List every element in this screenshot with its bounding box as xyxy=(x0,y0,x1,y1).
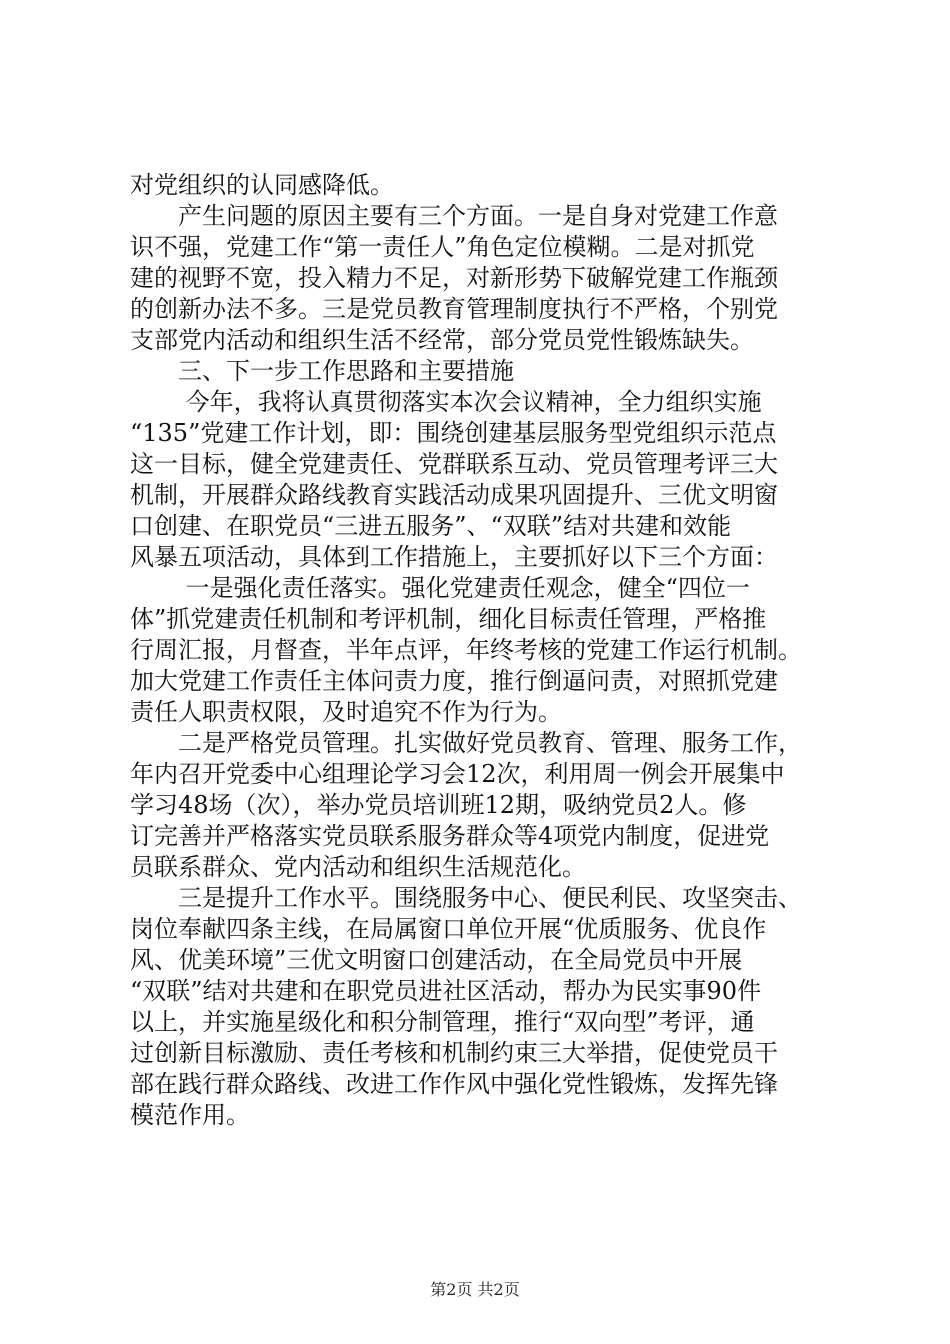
text-line: 这一目标，健全党建责任、党群联系互动、党员管理考评三大 xyxy=(130,450,778,478)
text-line: 风暴五项活动，具体到工作措施上，主要抓好以下三个方面： xyxy=(130,543,778,571)
text-line: 年内召开党委中心组理论学习会12次，利用周一例会开展集中 xyxy=(130,760,785,788)
page-footer: 第2页 共2页 xyxy=(430,1280,520,1299)
text-line: 三、下一步工作思路和主要措施 xyxy=(130,357,514,385)
text-line: 模范作用。 xyxy=(130,1101,250,1129)
text-line: 订完善并严格落实党员联系服务群众等4项党内制度，促进党 xyxy=(130,822,770,850)
text-line: 对党组织的认同感降低。 xyxy=(130,171,394,199)
text-line: 部在践行群众路线、改进工作作风中强化党性锻炼，发挥先锋 xyxy=(130,1070,778,1098)
text-line: 产生问题的原因主要有三个方面。一是自身对党建工作意 xyxy=(130,202,778,230)
text-line: “双联”结对共建和在职党员进社区活动，帮办为民实事90件 xyxy=(130,977,762,1005)
body-text xyxy=(130,170,830,1131)
text-line: 员联系群众、党内活动和组织生活规范化。 xyxy=(130,853,586,881)
text-line: 建的视野不宽，投入精力不足，对新形势下破解党建工作瓶颈 xyxy=(130,264,778,292)
text-line: 三是提升工作水平。围绕服务中心、便民利民、攻坚突击、 xyxy=(130,884,802,912)
text-line: 体”抓党建责任机制和考评机制，细化目标责任管理，严格推 xyxy=(130,605,767,633)
text-line: 风、优美环境”三优文明窗口创建活动，在全局党员中开展 xyxy=(130,946,743,974)
text-line: 责任人职责权限，及时追究不作为行为。 xyxy=(130,698,562,726)
text-line: 行周汇报，月督查，半年点评，年终考核的党建工作运行机制。 xyxy=(130,636,802,664)
text-line: 一是强化责任落实。强化党建责任观念，健全“四位一 xyxy=(130,574,750,602)
text-line: 口创建、在职党员“三进五服务”、“双联”结对共建和效能 xyxy=(130,512,732,540)
text-line: “135”党建工作计划，即：围绕创建基层服务型党组织示范点 xyxy=(130,419,777,447)
text-line: 识不强，党建工作“第一责任人”角色定位模糊。二是对抓党 xyxy=(130,233,755,261)
text-line: 的创新办法不多。三是党员教育管理制度执行不严格，个别党 xyxy=(130,295,778,323)
text-line: 学习48场（次），举办党员培训班12期，吸纳党员2人。修 xyxy=(130,791,747,819)
text-line: 岗位奉献四条主线，在局属窗口单位开展“优质服务、优良作 xyxy=(130,915,767,943)
text-line: 机制，开展群众路线教育实践活动成果巩固提升、三优文明窗 xyxy=(130,481,778,509)
text-line: 过创新目标激励、责任考核和机制约束三大举措，促使党员干 xyxy=(130,1039,778,1067)
text-line: 以上，并实施星级化和积分制管理，推行“双向型”考评，通 xyxy=(130,1008,755,1036)
text-line: 今年，我将认真贯彻落实本次会议精神，全力组织实施 xyxy=(130,388,762,416)
text-line: 加大党建工作责任主体问责力度，推行倒逼问责，对照抓党建 xyxy=(130,667,778,695)
text-line: 二是严格党员管理。扎实做好党员教育、管理、服务工作， xyxy=(130,729,802,757)
text-line: 支部党内活动和组织生活不经常，部分党员党性锻炼缺失。 xyxy=(130,326,754,354)
